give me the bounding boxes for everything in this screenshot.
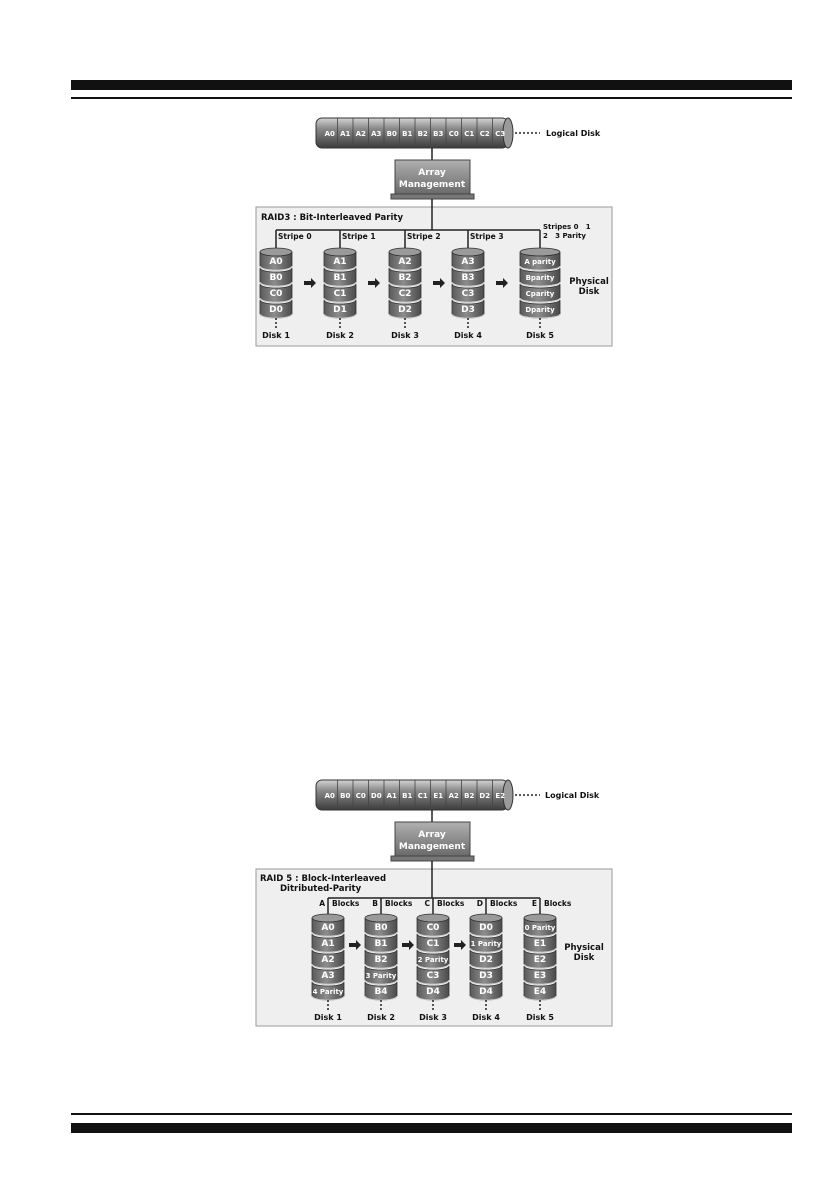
raid5-disk-block: C0	[426, 923, 440, 933]
raid3-disk-block: D0	[269, 305, 283, 315]
raid3-management-label: Management	[398, 180, 466, 190]
raid5-disk-block: E2	[533, 955, 547, 965]
raid3-disk-block: A2	[398, 257, 412, 267]
raid3-logical-block: C3	[495, 130, 506, 138]
raid5-disk-block: B4	[374, 987, 388, 997]
raid3-diagram	[256, 118, 612, 346]
raid3-stripe-label: Stripe 3	[470, 232, 504, 241]
raid3-disk-block: C0	[269, 289, 283, 299]
raid3-disk-label: Disk	[578, 287, 600, 297]
raid3-stripe-label: Stripe 0	[278, 232, 312, 241]
raid3-disk-number: Disk 2	[326, 331, 354, 340]
raid3-disk-block: C2	[398, 289, 412, 299]
raid5-disk-block: E3	[533, 971, 547, 981]
raid5-logical-block: A0	[324, 792, 335, 800]
raid5-group-letter: E	[531, 899, 537, 908]
raid5-disk-block: B0	[374, 923, 388, 933]
raid3-logical-block: C1	[464, 130, 475, 138]
raid3-stripe-label: Stripe 2	[407, 232, 441, 241]
raid5-group-letter: D	[476, 899, 483, 908]
raid3-disk-block: B2	[398, 273, 412, 283]
raid5-logical-block: B1	[402, 792, 413, 800]
raid3-logical-block: B2	[417, 130, 428, 138]
raid3-disk-block: A1	[333, 257, 347, 267]
raid5-title-line2: Ditributed-Parity	[280, 884, 362, 894]
raid3-logical-block: C2	[479, 130, 490, 138]
raid3-parity-stripes-line1: Stripes 0 1	[543, 223, 591, 231]
raid5-management-label: Management	[398, 842, 466, 852]
raid5-logical-block: D0	[370, 792, 382, 800]
raid3-disk-block: B3	[461, 273, 475, 283]
raid5-disk-number: Disk 1	[314, 1013, 342, 1022]
raid5-logical-block: A1	[386, 792, 397, 800]
raid3-disk-number: Disk 5	[526, 331, 554, 340]
raid3-logical-block: A1	[340, 130, 351, 138]
raid3-stripe-label: Stripe 1	[342, 232, 376, 241]
raid3-logical-block: B3	[433, 130, 444, 138]
raid5-disk-block: A1	[321, 939, 335, 949]
raid3-physical-label: Physical	[569, 277, 609, 287]
raid3-disk-block: A parity	[524, 258, 556, 266]
raid3-logical-block: A3	[371, 130, 382, 138]
raid5-disk-block: D4	[479, 987, 493, 997]
raid5-disk-block: A3	[321, 971, 335, 981]
raid5-logical-block: A2	[448, 792, 459, 800]
raid3-disk-block: A3	[461, 257, 475, 267]
raid3-disk-block: A0	[269, 257, 283, 267]
raid5-disk-block: D0	[479, 923, 493, 933]
raid5-logical-block: B2	[464, 792, 475, 800]
raid5-group-letter: B	[372, 899, 378, 908]
raid3-disk-block: Bparity	[525, 274, 555, 282]
raid5-disk-block: D2	[479, 955, 493, 965]
raid5-disk-block: 3 Parity	[365, 972, 397, 980]
raid3-disk-number: Disk 1	[262, 331, 290, 340]
raid5-group-label: Blocks	[437, 899, 465, 908]
raid3-logical-block: B0	[386, 130, 397, 138]
raid5-group-label: Blocks	[332, 899, 360, 908]
raid3-disk-block: B0	[269, 273, 283, 283]
raid5-disk-block: D3	[479, 971, 493, 981]
raid5-logical-block: B0	[340, 792, 351, 800]
raid3-parity-stripes-line2: 2 3 Parity	[543, 232, 586, 240]
raid5-disk-block: 2 Parity	[417, 956, 449, 964]
raid5-physical-label: Physical	[564, 943, 604, 953]
raid5-disk-block: E4	[533, 987, 547, 997]
raid5-array-management	[391, 822, 474, 861]
raid3-logical-block: A0	[324, 130, 335, 138]
raid5-disk-block: C3	[426, 971, 440, 981]
raid5-logical-block: E1	[433, 792, 444, 800]
raid3-disk-number: Disk 4	[454, 331, 482, 340]
raid5-disk-block: 1 Parity	[470, 940, 502, 948]
raid5-disk-number: Disk 4	[472, 1013, 500, 1022]
raid3-array-management	[391, 160, 474, 199]
raid3-title: RAID3 : Bit-Interleaved Parity	[261, 213, 404, 223]
raid5-disk-block: 4 Parity	[312, 988, 344, 996]
raid5-logical-block: C0	[355, 792, 366, 800]
raid5-disk-block: C1	[426, 939, 440, 949]
raid5-array-label: Array	[418, 830, 446, 840]
raid3-disk-block: Dparity	[525, 306, 555, 314]
raid5-disk-block: A0	[321, 923, 335, 933]
raid3-logical-block: A2	[355, 130, 366, 138]
raid3-disk-number: Disk 3	[391, 331, 419, 340]
raid5-disk-block: E1	[533, 939, 547, 949]
raid5-logical-block: E2	[495, 792, 506, 800]
raid5-logical-disk-label: Logical Disk	[545, 791, 600, 800]
raid5-title-line1: RAID 5 : Block-Interleaved	[260, 874, 387, 884]
raid3-logical-block: B1	[402, 130, 413, 138]
raid5-disk-number: Disk 3	[419, 1013, 447, 1022]
raid3-disk-block: D3	[461, 305, 475, 315]
raid5-disk-block: 0 Parity	[524, 924, 556, 932]
raid3-array-label: Array	[418, 168, 446, 178]
raid5-disk-block: B2	[374, 955, 388, 965]
raid5-disk-block: D4	[426, 987, 440, 997]
raid3-disk-block: B1	[333, 273, 347, 283]
raid5-group-label: Blocks	[490, 899, 518, 908]
raid5-group-label: Blocks	[385, 899, 413, 908]
raid5-disk-number: Disk 2	[367, 1013, 395, 1022]
raid3-disk-block: D1	[333, 305, 347, 315]
raid3-disk-block: C1	[333, 289, 347, 299]
raid5-diagram	[256, 780, 612, 1026]
raid5-disk-block: B1	[374, 939, 388, 949]
raid3-disk-block: D2	[398, 305, 412, 315]
raid3-logical-block: C0	[448, 130, 459, 138]
raid5-disk-block: A2	[321, 955, 335, 965]
raid5-disk-label: Disk	[573, 953, 595, 963]
raid5-group-letter: C	[424, 899, 430, 908]
raid5-group-letter: A	[319, 899, 325, 908]
raid3-disk-block: C3	[461, 289, 475, 299]
raid5-logical-block: D2	[479, 792, 491, 800]
raid3-logical-disk-label: Logical Disk	[546, 129, 601, 138]
raid3-disk-block: Cparity	[525, 290, 555, 298]
raid5-group-label: Blocks	[544, 899, 572, 908]
raid5-logical-block: C1	[417, 792, 428, 800]
raid5-disk-number: Disk 5	[526, 1013, 554, 1022]
